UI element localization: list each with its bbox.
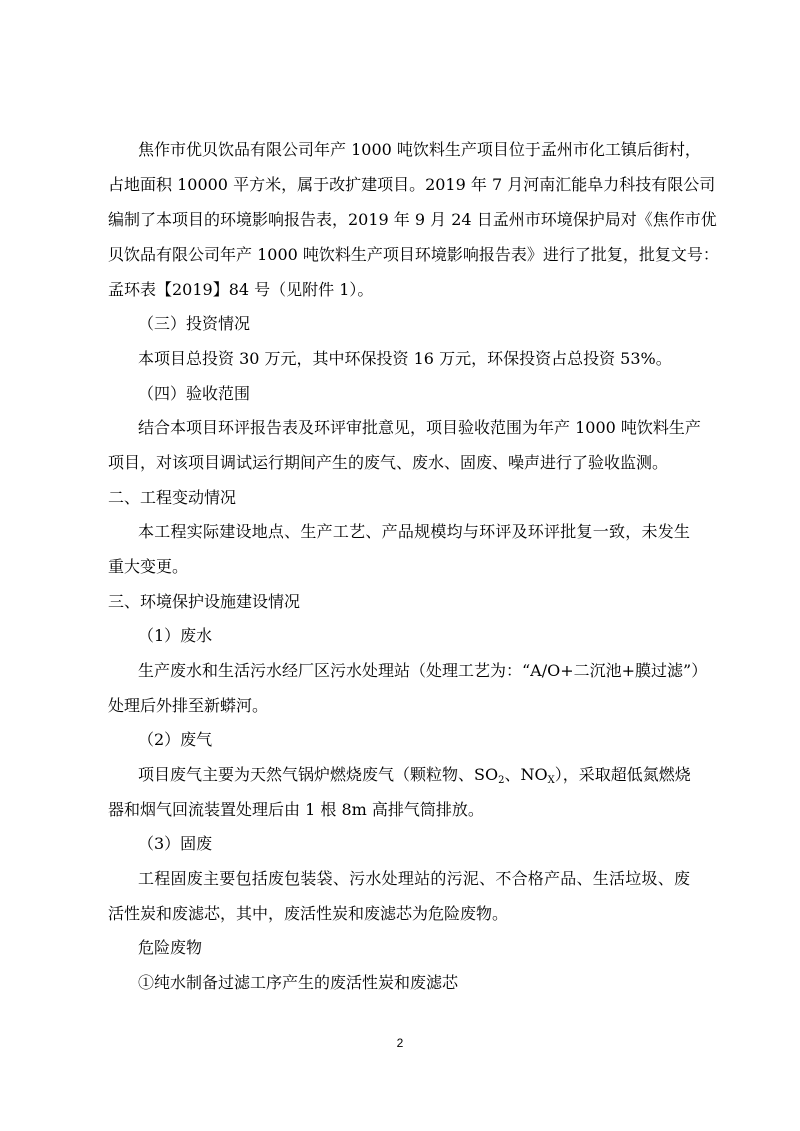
gas-line-2: 器和烟气回流装置处理后由 1 根 8m 高排气筒排放。: [108, 800, 484, 819]
changes-line-1: 本工程实际建设地点、生产工艺、产品规模均与环评及环评批复一致，未发生: [138, 522, 690, 541]
changes-line-2: 重大变更。: [108, 557, 189, 576]
scope-line-1: 结合本项目环评报告表及环评审批意见，项目验收范围为年产 1000 吨饮料生产: [138, 418, 701, 437]
gas-line-1-part-a: 项目废气主要为天然气锅炉燃烧废气（颗粒物、SO: [138, 765, 499, 784]
gas-heading: （2）废气: [138, 730, 213, 749]
project-intro-line-4: 贝饮品有限公司年产 1000 吨饮料生产项目环境影响报告表》进行了批复，批复文号：: [108, 245, 719, 264]
gas-line-1-part-b: 、NO: [504, 765, 548, 784]
investment-text: 本项目总投资 30 万元，其中环保投资 16 万元，环保投资占总投资 53%。: [138, 349, 672, 368]
solid-line-2: 活性炭和废滤芯，其中，废活性炭和废滤芯为危险废物。: [108, 904, 509, 923]
changes-heading: 二、工程变动情况: [108, 488, 237, 507]
investment-heading: （三）投资情况: [138, 314, 251, 333]
wastewater-line-2: 处理后外排至新蟒河。: [108, 696, 269, 715]
solid-heading: （3）固废: [138, 834, 213, 853]
gas-line-1: [138, 765, 690, 785]
scope-heading: （四）验收范围: [138, 384, 251, 403]
wastewater-heading: （1）废水: [138, 626, 213, 645]
project-intro-line-3: 编制了本项目的环境影响报告表，2019 年 9 月 24 日孟州市环境保护局对《焦作市优: [108, 210, 717, 229]
facilities-heading: 三、环境保护设施建设情况: [108, 592, 301, 611]
so2-subscript: 2: [498, 775, 505, 786]
gas-line-1-part-c: ），采取超低氮燃烧: [554, 765, 691, 784]
solid-line-1: 工程固废主要包括废包装袋、污水处理站的污泥、不合格产品、生活垃圾、废: [138, 869, 690, 888]
project-intro-line-1: 焦作市优贝饮品有限公司年产 1000 吨饮料生产项目位于孟州市化工镇后街村，: [138, 140, 701, 159]
nox-subscript: X: [547, 775, 555, 786]
scope-line-2: 项目，对该项目调试运行期间产生的废气、废水、固废、噪声进行了验收监测。: [108, 453, 669, 472]
project-intro-line-2: 占地面积 10000 平方米，属于改扩建项目。2019 年 7 月河南汇能阜力科技有限公司: [108, 175, 716, 194]
wastewater-line-1: 生产废水和生活污水经厂区污水处理站（处理工艺为：“A/O+二沉池+膜过滤”）: [138, 661, 708, 680]
hazard-item-1: ①纯水制备过滤工序产生的废活性炭和废滤芯: [138, 973, 459, 992]
project-intro-line-5: 孟环表【2019】84 号（见附件 1）。: [108, 280, 374, 299]
page-number: 2: [396, 1036, 404, 1050]
hazard-heading: 危险废物: [138, 938, 203, 957]
